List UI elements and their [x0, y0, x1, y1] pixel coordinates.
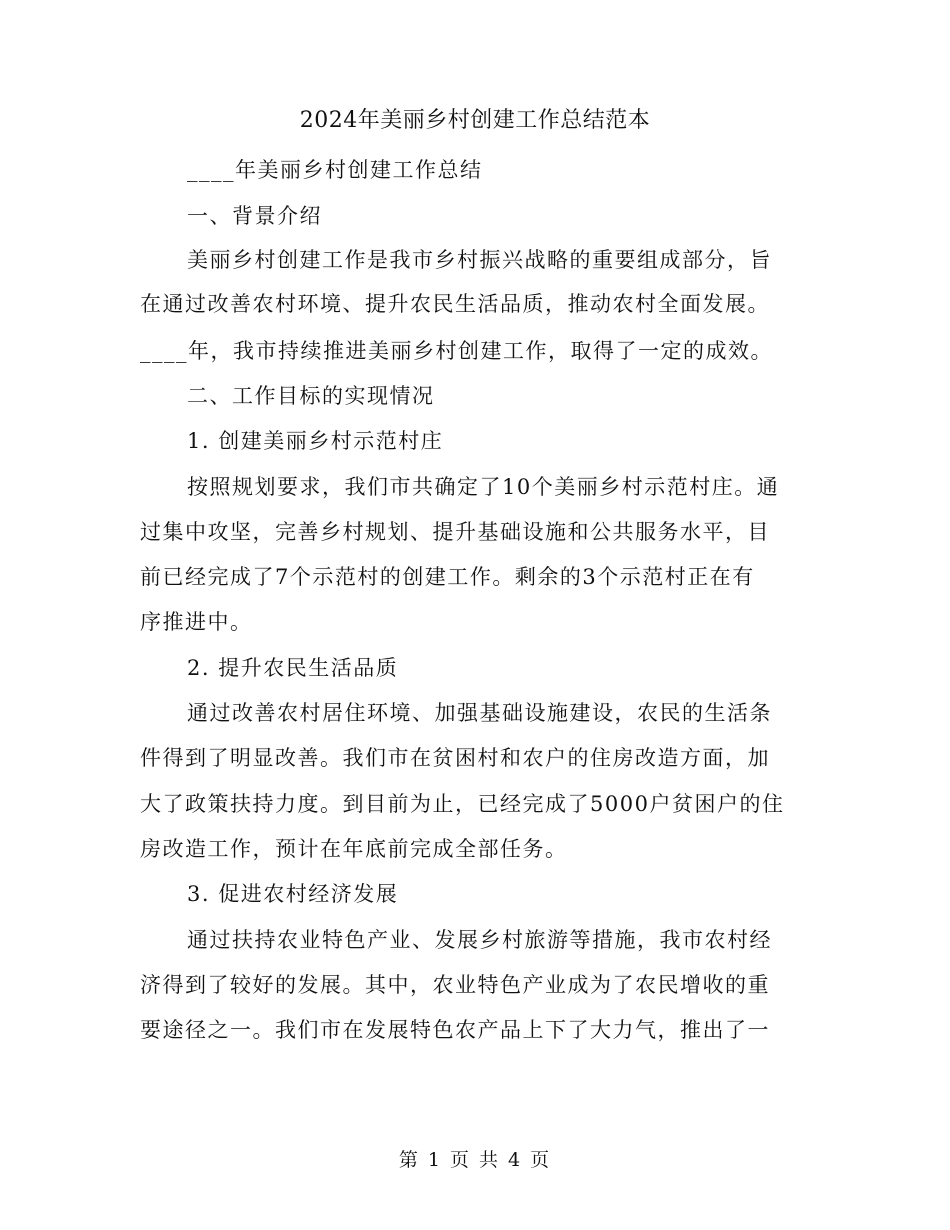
paragraph-line: 在通过改善农村环境、提升农民生活品质，推动农村全面发展。 — [140, 292, 770, 316]
section-heading-background: 一、背景介绍 — [187, 204, 322, 228]
item-heading-demo-villages: 1. 创建美丽乡村示范村庄 — [187, 429, 444, 453]
paragraph-line: 大了政策扶持力度。到目前为止，已经完成了5000户贫困户的住 — [140, 792, 785, 816]
paragraph-line: 通过改善农村居住环境、加强基础设施建设，农民的生活条 — [187, 701, 772, 725]
paragraph-line: 房改造工作，预计在年底前完成全部任务。 — [140, 837, 568, 861]
paragraph-line: 要途径之一。我们市在发展特色农产品上下了大力气，推出了一 — [140, 1018, 770, 1042]
section-heading-goals: 二、工作目标的实现情况 — [187, 384, 435, 408]
paragraph-line: 美丽乡村创建工作是我市乡村振兴战略的重要组成部分，旨 — [187, 248, 772, 272]
paragraph-line: 按照规划要求，我们市共确定了10个美丽乡村示范村庄。通 — [187, 475, 780, 499]
paragraph-line: 序推进中。 — [140, 610, 253, 634]
document-subtitle: ____年美丽乡村创建工作总结 — [187, 158, 483, 182]
item-heading-living-quality: 2. 提升农民生活品质 — [187, 656, 399, 680]
paragraph-line: 通过扶持农业特色产业、发展乡村旅游等措施，我市农村经 — [187, 928, 772, 952]
document-title: 2024年美丽乡村创建工作总结范本 — [299, 108, 651, 133]
paragraph-line: 过集中攻坚，完善乡村规划、提升基础设施和公共服务水平，目 — [140, 520, 770, 544]
item-heading-rural-economy: 3. 促进农村经济发展 — [187, 882, 399, 906]
paragraph-line: 济得到了较好的发展。其中，农业特色产业成为了农民增收的重 — [140, 973, 770, 997]
paragraph-line: 件得到了明显改善。我们市在贫困村和农户的住房改造方面，加 — [140, 746, 770, 770]
paragraph-line: 前已经完成了7个示范村的创建工作。剩余的3个示范村正在有 — [140, 565, 755, 589]
page-number-footer: 第 1 页 共 4 页 — [398, 1149, 552, 1171]
paragraph-line: ____年，我市持续推进美丽乡村创建工作，取得了一定的成效。 — [140, 339, 773, 363]
